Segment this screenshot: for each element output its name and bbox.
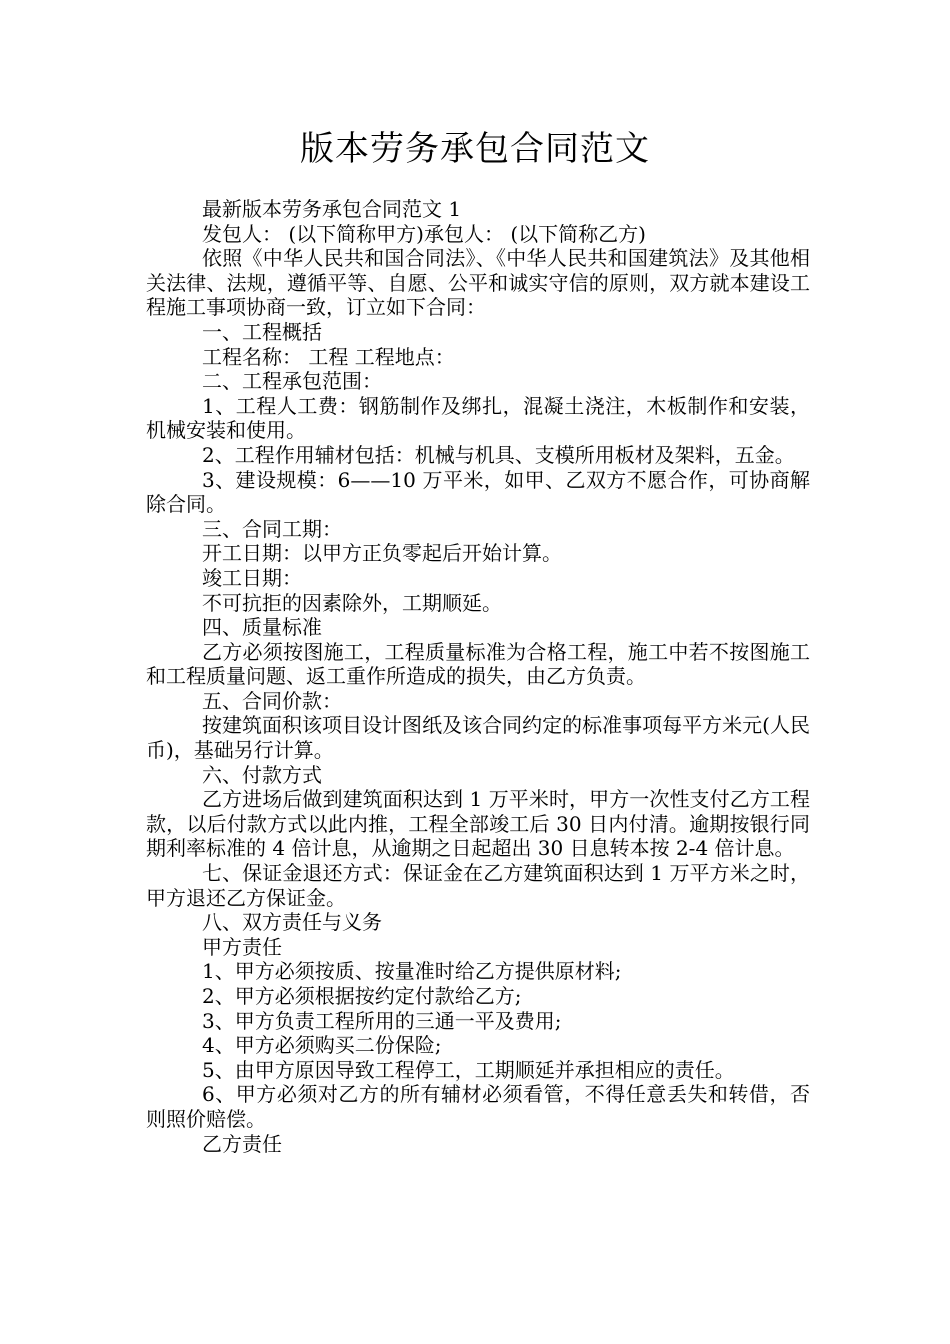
paragraph-scope-item-3: 3、建设规模：6——10 万平米，如甲、乙双方不愿合作，可协商解除合同。 [146,467,810,517]
paragraph-scope-item-1: 1、工程人工费：钢筋制作及绑扎，混凝土浇注，木板制作和安装，机械安装和使用。 [146,393,810,443]
paragraph-parties: 发包人： (以下简称甲方)承包人： (以下简称乙方) [202,221,646,246]
paragraph-party-a-item-4: 4、甲方必须购买二份保险; [202,1033,442,1058]
paragraph-price: 按建筑面积该项目设计图纸及该合同约定的标准事项每平方米元(人民币)，基础另行计算。 [146,713,810,763]
paragraph-quality: 乙方必须按图施工，工程质量标准为合格工程，施工中若不按图施工和工程质量问题、返工重作所造成的损失，由乙方负责。 [146,639,810,689]
paragraph-force-majeure: 不可抗拒的因素除外，工期顺延。 [202,590,502,615]
section-heading-overview: 一、工程概括 [202,319,322,344]
subheading-party-b: 乙方责任 [202,1131,282,1156]
paragraph-payment: 乙方进场后做到建筑面积达到 1 万平米时，甲方一次性支付乙方工程款，以后付款方式以此内推，工程全部竣工后 30 日内付清。逾期按银行同期利率标准的 4 倍计息，从逾期之日起超出 30 日息转本按 2-4 倍计息。 [146,787,810,861]
document-body [146,197,810,1156]
section-heading-schedule: 三、合同工期： [202,516,342,541]
paragraph-deposit: 七、保证金退还方式：保证金在乙方建筑面积达到 1 万平方米之时，甲方退还乙方保证金。 [146,861,810,910]
document-title: 版本劳务承包合同范文 [300,129,650,169]
subheading-party-a: 甲方责任 [202,934,282,959]
paragraph-party-a-item-5: 5、由甲方原因导致工程停工，工期顺延并承担相应的责任。 [202,1057,735,1082]
section-heading-payment: 六、付款方式 [202,762,322,787]
paragraph-preamble: 依照《中华人民共和国合同法》、《中华人民共和国建筑法》及其他相关法律、法规，遵循平等、自愿、公平和诚实守信的原则，双方就本建设工程施工事项协商一致，订立如下合同： [146,246,810,320]
paragraph-completion-date: 竣工日期： [202,565,302,590]
paragraph-project-name: 工程名称： 工程 工程地点： [202,344,455,369]
paragraph-scope-item-2: 2、工程作用辅材包括：机械与机具、支模所用板材及架料，五金。 [202,442,795,467]
section-heading-scope: 二、工程承包范围： [202,369,382,394]
paragraph-party-a-item-6: 6、甲方必须对乙方的所有辅材必须看管，不得任意丢失和转借，否则照价赔偿。 [146,1082,810,1131]
paragraph-party-a-item-2: 2、甲方必须根据按约定付款给乙方; [202,984,522,1008]
section-heading-quality: 四、质量标准 [202,615,322,640]
section-heading-price: 五、合同价款： [202,688,342,713]
paragraph-start-date: 开工日期：以甲方正负零起后开始计算。 [202,541,562,566]
paragraph-heading-version: 最新版本劳务承包合同范文 1 [202,197,462,221]
paragraph-party-a-item-1: 1、甲方必须按质、按量准时给乙方提供原材料; [202,959,622,984]
paragraph-party-a-item-3: 3、甲方负责工程所用的三通一平及费用; [202,1008,562,1033]
section-heading-responsibilities: 八、双方责任与义务 [202,910,382,935]
